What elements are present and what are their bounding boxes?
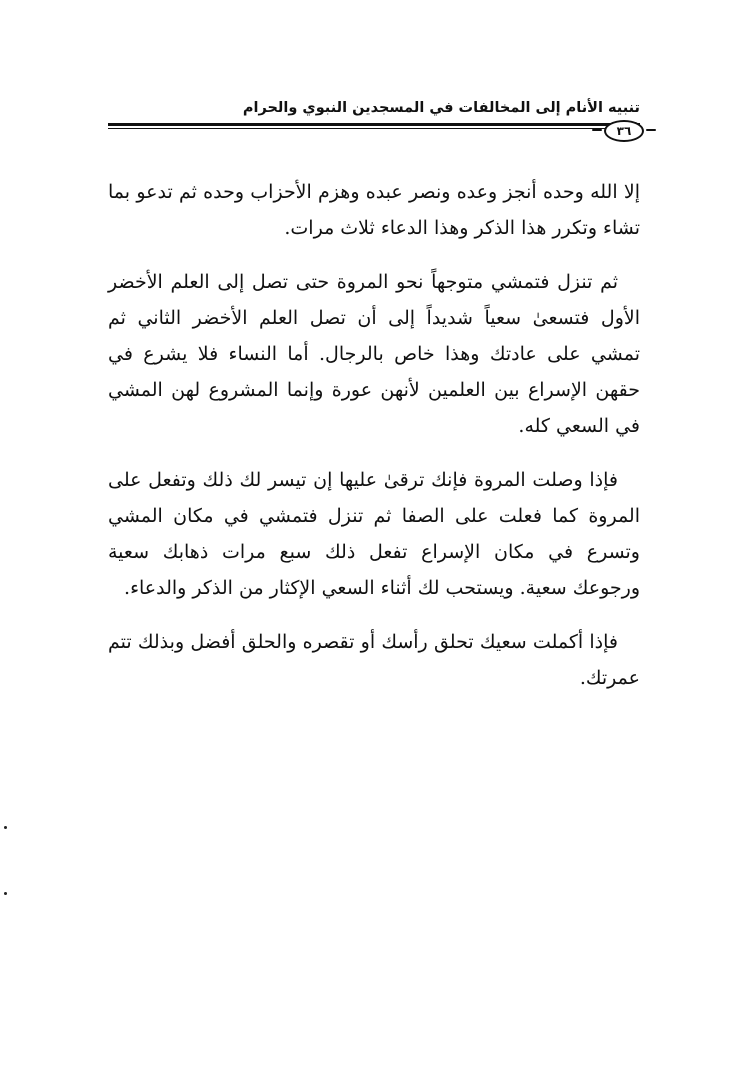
paragraph-4: فإذا أكملت سعيك تحلق رأسك أو تقصره والحلق أفضل وبذلك تتم عمرتك.	[108, 631, 640, 689]
paragraph-3: فإذا وصلت المروة فإنك ترقىٰ عليها إن تيسر لك ذلك وتفعل على المروة كما فعلت على الصفا ثم تنزل فتمشي في مكان المشي وتسرع في مكان الإسراع تفعل ذلك سبع مرات ذهابك سعية ورجوعك سعية. ويستحب لك أثناء السعي الإكثار من الذكر والدعاء.	[108, 469, 640, 599]
header-rule-thin	[108, 128, 640, 129]
paragraph-1: إلا الله وحده أنجز وعده ونصر عبده وهزم الأحزاب وحده ثم تدعو بما تشاء وتكرر هذا الذكر وهذا الدعاء ثلاث مرات.	[108, 181, 640, 239]
paragraph-2: ثم تنزل فتمشي متوجهاً نحو المروة حتى تصل إلى العلم الأخضر الأول فتسعىٰ سعياً شديداً إلى أن تصل العلم الأخضر الثاني ثم تمشي على عادتك وهذا خاص بالرجال. أما النساء فلا يشرع في حقهن الإسراع بين العلمين لأنهن عورة وإنما المشروع لهن المشي في السعي كله.	[108, 271, 640, 437]
scan-margin-dot	[4, 892, 7, 895]
scan-margin-dot	[4, 826, 7, 829]
page-number-badge: ٣٦	[604, 120, 644, 142]
header-rule-thick	[108, 123, 640, 126]
running-title: تنبيه الأنام إلى المخالفات في المسجدين النبوي والحرام	[242, 100, 640, 116]
page-header	[108, 96, 640, 142]
body-text	[108, 174, 640, 714]
